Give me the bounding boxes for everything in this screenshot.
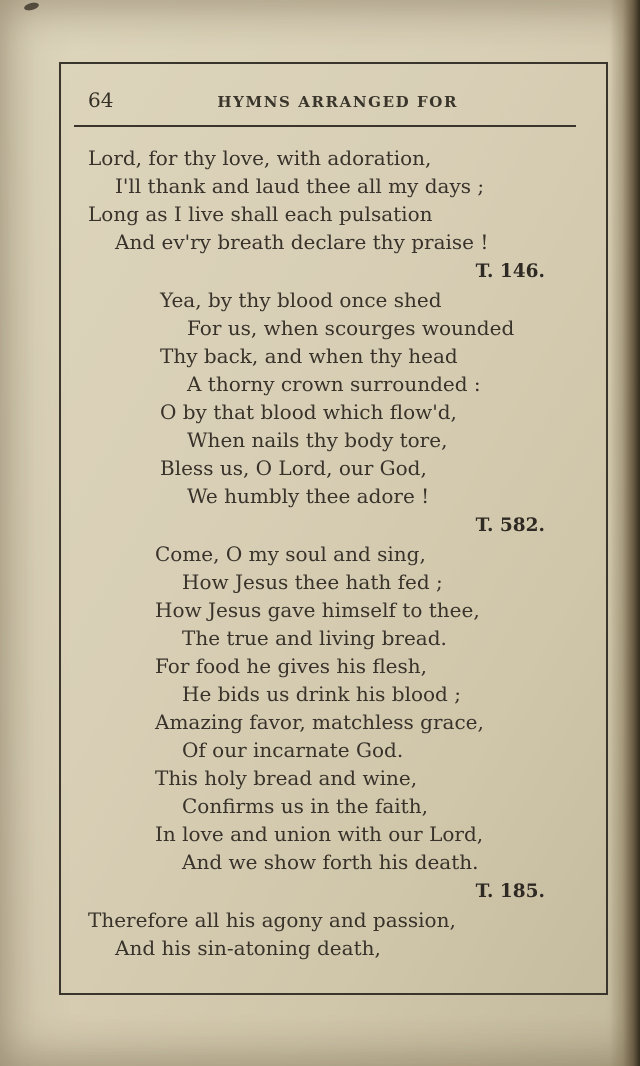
hymn-line: For us, when scourges wounded bbox=[187, 316, 515, 340]
page-border-frame bbox=[59, 62, 608, 995]
hymn-line: I'll thank and laud thee all my days ; bbox=[115, 174, 485, 198]
page-header bbox=[61, 64, 606, 112]
hymn-line: Lord, for thy love, with adoration, bbox=[88, 146, 432, 170]
running-header: HYMNS ARRANGED FOR bbox=[217, 93, 459, 111]
stanza bbox=[160, 286, 606, 510]
hymn-line: A thorny crown surrounded : bbox=[187, 372, 481, 396]
stanza bbox=[155, 540, 606, 652]
hymn-line: Come, O my soul and sing, bbox=[155, 542, 426, 566]
stanza bbox=[155, 652, 606, 764]
hymn-line: Thy back, and when thy head bbox=[160, 344, 458, 368]
hymn-line: And we show forth his death. bbox=[182, 850, 479, 874]
hymn-line: Bless us, O Lord, our God, bbox=[160, 456, 427, 480]
hymn-line: The true and living bread. bbox=[182, 626, 447, 650]
page-number: 64 bbox=[88, 88, 114, 112]
stanza bbox=[88, 144, 606, 256]
hymn-line: Amazing favor, matchless grace, bbox=[155, 710, 484, 734]
hymn-line: In love and union with our Lord, bbox=[155, 822, 484, 846]
hymn-line: When nails thy body tore, bbox=[187, 428, 448, 452]
hymn-content bbox=[61, 127, 606, 962]
tune-number: T. 582. bbox=[475, 515, 545, 536]
hymn-line: And his sin-atoning death, bbox=[115, 936, 381, 960]
tune-number: T. 185. bbox=[475, 881, 545, 902]
stanza bbox=[88, 906, 606, 962]
hymn-line: Yea, by thy blood once shed bbox=[160, 288, 442, 312]
hymn-line: And ev'ry breath declare thy praise ! bbox=[115, 230, 489, 254]
hymn-line: How Jesus gave himself to thee, bbox=[155, 598, 480, 622]
hymn-line: Of our incarnate God. bbox=[182, 738, 404, 762]
hymn-line: Long as I live shall each pulsation bbox=[88, 202, 433, 226]
page-artifact bbox=[23, 1, 39, 11]
hymn-line: O by that blood which flow'd, bbox=[160, 400, 457, 424]
stanza bbox=[155, 764, 606, 876]
hymn-line: How Jesus thee hath fed ; bbox=[182, 570, 443, 594]
hymn-line: He bids us drink his blood ; bbox=[182, 682, 461, 706]
hymn-line: We humbly thee adore ! bbox=[187, 484, 430, 508]
hymn-line: For food he gives his flesh, bbox=[155, 654, 427, 678]
hymn-line: Therefore all his agony and passion, bbox=[88, 908, 456, 932]
hymn-line: This holy bread and wine, bbox=[155, 766, 418, 790]
tune-number: T. 146. bbox=[475, 261, 545, 282]
hymn-line: Confirms us in the faith, bbox=[182, 794, 428, 818]
book-binding-edge bbox=[610, 0, 640, 1066]
